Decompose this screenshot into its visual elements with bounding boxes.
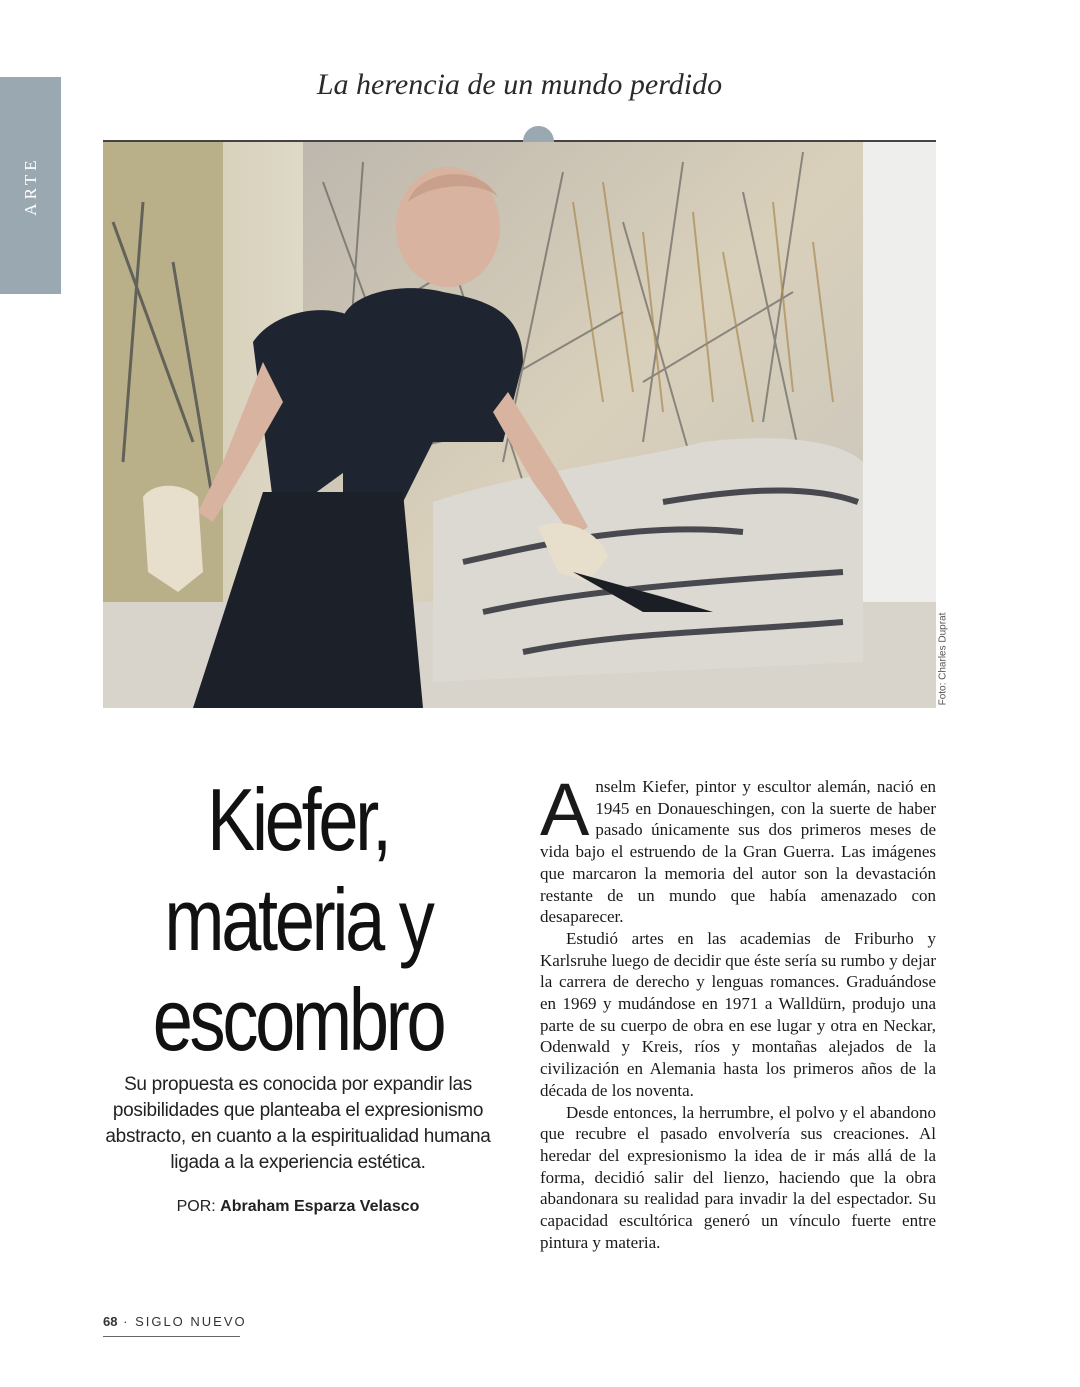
byline-author: Abraham Esparza Velasco [220, 1198, 420, 1215]
kicker-title: La herencia de un mundo perdido [316, 68, 723, 101]
photo-credit-text: Foto: Charles Duprat [937, 612, 949, 706]
headline-line-2: materia y [164, 870, 432, 969]
photo-illustration [103, 142, 936, 708]
byline-prefix: POR: [176, 1198, 216, 1215]
paragraph-1-text: nselm Kiefer, pintor y escultor alemán, nació en 1945 en Donaueschingen, con la suerte de haber pasado únicamente sus dos primeros meses de vida bajo el estruendo de la Gran Guerra. Las imágenes que marcaron la memoria del autor son la devastación restante de un mundo que había amenazado con desaparecer. [540, 777, 936, 927]
headline-line-1: Kiefer, [207, 770, 389, 869]
article-deck: Su propuesta es conocida por expandir las posibilidades que planteaba el expresionismo abstracto, en cuanto a la espiritualidad humana ligada a la experiencia estética. [105, 1074, 491, 1173]
paragraph-3: Desde entonces, la herrumbre, el polvo y el abandono que recubre el pasado envolvería sus creaciones. Al heredar del expresionismo la idea de ir más allá de la forma, decidió salir del lienzo, haciendo que la obra abandonara su realidad para invadir la del espectador. Su capacidad escultórica generó un vínculo fuerte entre pintura y materia. [540, 1102, 936, 1252]
photo-credit [936, 610, 950, 708]
byline [96, 1198, 500, 1216]
section-tab [0, 77, 61, 294]
footer-separator: · [123, 1314, 130, 1329]
paragraph-1 [540, 768, 936, 928]
rule-ornament [523, 126, 554, 142]
article-body [540, 768, 936, 1253]
feature-photo [103, 142, 936, 708]
magazine-name: SIGLO NUEVO [135, 1314, 247, 1329]
section-label: ARTE [20, 155, 40, 216]
paragraph-2: Estudió artes en las academias de Friburho y Karlsruhe luego de decidir que éste sería su rumbo y dejar la carrera de derecho y lenguas romances. Graduándose en 1969 y mudándose en 1971 a Walldürn, produjo una parte de su cuerpo de obra en ese lugar y otra en Neckar, Odenwald y Kreis, ríos y montañas alejados de la civilización en Alemania hasta los primeros años de la década de los noventa. [540, 928, 936, 1100]
page-footer [103, 1314, 247, 1329]
drop-cap: A [540, 768, 590, 851]
footer-rule [103, 1336, 240, 1337]
article-headline [138, 770, 458, 1070]
page-number: 68 [103, 1314, 118, 1329]
headline-line-3: escombro [152, 970, 444, 1069]
